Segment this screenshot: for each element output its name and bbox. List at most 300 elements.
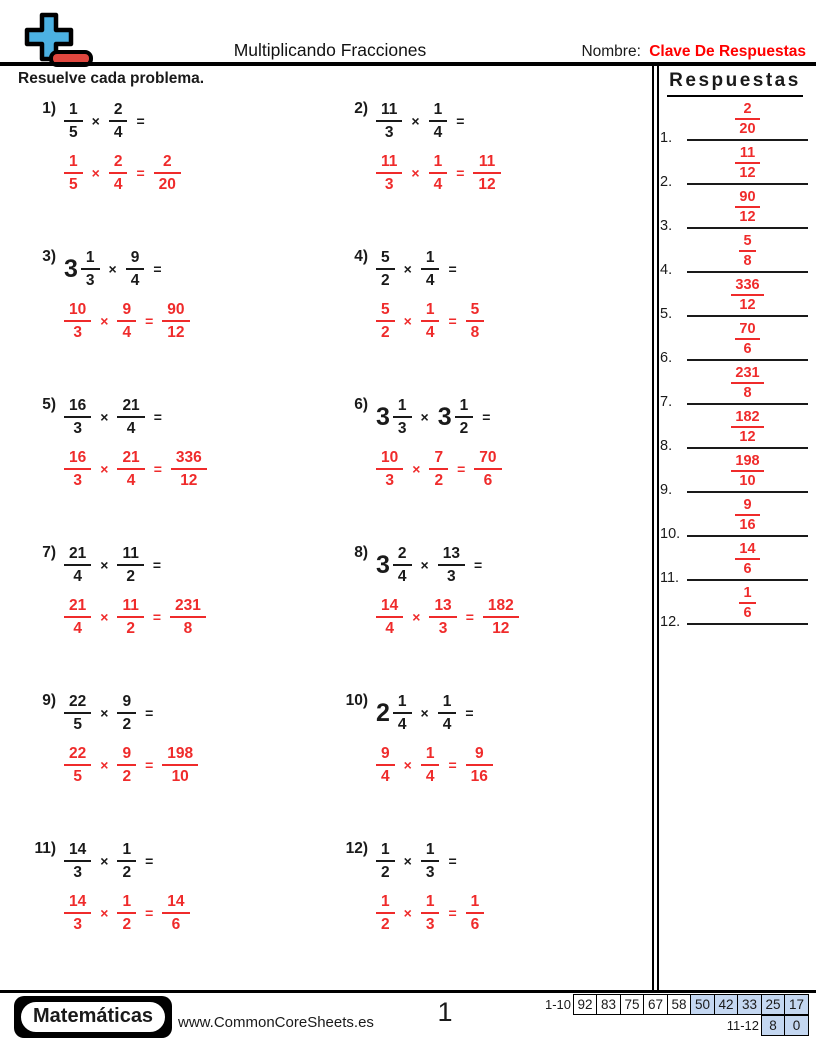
numerator: 10 bbox=[64, 301, 91, 323]
answer-item bbox=[660, 144, 810, 193]
times-sign: × bbox=[403, 905, 412, 921]
problem-number: 9) bbox=[42, 692, 56, 709]
numerator: 13 bbox=[429, 597, 456, 619]
score-range-label: 11-12 bbox=[726, 1018, 759, 1033]
problem bbox=[22, 384, 334, 532]
numerator: 2 bbox=[735, 102, 759, 121]
denominator: 3 bbox=[397, 420, 407, 437]
equals-sign: = bbox=[145, 853, 154, 869]
problem-number: 12) bbox=[345, 840, 368, 857]
fraction bbox=[739, 234, 755, 269]
question-line bbox=[334, 244, 646, 294]
problems-grid bbox=[22, 88, 646, 976]
fraction bbox=[109, 153, 128, 194]
fraction bbox=[735, 542, 759, 577]
website-url: www.CommonCoreSheets.es bbox=[178, 1014, 374, 1031]
fraction bbox=[117, 841, 136, 882]
denominator: 4 bbox=[130, 272, 140, 289]
denominator: 3 bbox=[425, 864, 435, 881]
denominator: 2 bbox=[122, 716, 132, 733]
numerator: 1 bbox=[376, 841, 395, 863]
name-label: Nombre: bbox=[581, 43, 641, 60]
fraction bbox=[393, 545, 412, 586]
numerator: 70 bbox=[735, 322, 759, 341]
numerator: 13 bbox=[438, 545, 465, 567]
question-line bbox=[334, 96, 646, 146]
problem bbox=[22, 828, 334, 976]
header-divider bbox=[0, 62, 816, 66]
denominator: 3 bbox=[73, 324, 82, 341]
equals-sign: = bbox=[153, 409, 162, 425]
answer-item bbox=[660, 320, 810, 369]
answer-number: 2. bbox=[660, 174, 673, 190]
question-line bbox=[22, 688, 334, 738]
numerator: 182 bbox=[731, 410, 763, 429]
times-sign: × bbox=[100, 409, 109, 425]
fraction bbox=[64, 397, 91, 438]
denominator: 2 bbox=[126, 568, 135, 585]
denominator: 12 bbox=[492, 620, 510, 637]
brand-name: Matemáticas bbox=[19, 1000, 167, 1034]
answer-number: 1. bbox=[660, 130, 673, 146]
fraction bbox=[429, 101, 448, 142]
denominator: 12 bbox=[739, 165, 756, 181]
fraction bbox=[64, 153, 83, 194]
score-cell: 17 bbox=[784, 994, 809, 1015]
work-line bbox=[376, 444, 646, 494]
score-row bbox=[533, 1015, 809, 1036]
denominator: 3 bbox=[384, 176, 394, 193]
numerator: 1 bbox=[455, 397, 474, 419]
answer-number: 5. bbox=[660, 306, 673, 322]
problem-number: 3) bbox=[42, 248, 56, 265]
times-sign: × bbox=[100, 557, 109, 573]
fraction bbox=[474, 449, 501, 490]
answer-number: 10. bbox=[660, 526, 681, 542]
problem bbox=[334, 384, 646, 532]
answer-line bbox=[687, 190, 808, 230]
fraction bbox=[117, 301, 136, 342]
times-sign: × bbox=[100, 853, 109, 869]
numerator: 1 bbox=[393, 693, 412, 715]
times-sign: × bbox=[100, 461, 109, 477]
equals-sign: = bbox=[145, 905, 154, 921]
work-line bbox=[376, 148, 646, 198]
numerator: 2 bbox=[393, 545, 412, 567]
fraction bbox=[376, 153, 402, 194]
fraction bbox=[421, 841, 440, 882]
denominator: 3 bbox=[85, 272, 95, 289]
denominator: 4 bbox=[397, 568, 407, 585]
numerator: 11 bbox=[376, 101, 402, 123]
numerator: 9 bbox=[735, 498, 759, 517]
answer-line bbox=[687, 542, 808, 582]
answer-number: 7. bbox=[660, 394, 673, 410]
denominator: 20 bbox=[739, 121, 756, 137]
fraction bbox=[739, 586, 755, 621]
brand-logo bbox=[14, 996, 172, 1038]
numerator: 11 bbox=[735, 146, 759, 165]
numerator: 22 bbox=[64, 745, 91, 767]
denominator: 12 bbox=[739, 297, 756, 313]
denominator: 2 bbox=[122, 768, 132, 785]
question-line bbox=[22, 96, 334, 146]
answer-number: 8. bbox=[660, 438, 673, 454]
denominator: 12 bbox=[739, 429, 756, 445]
numerator: 2 bbox=[109, 153, 128, 175]
fraction bbox=[466, 745, 493, 786]
numerator: 90 bbox=[162, 301, 189, 323]
fraction bbox=[64, 301, 91, 342]
problem bbox=[334, 532, 646, 680]
times-sign: × bbox=[411, 113, 420, 129]
fraction bbox=[64, 597, 91, 638]
fraction bbox=[731, 278, 763, 313]
numerator: 231 bbox=[731, 366, 763, 385]
denominator: 8 bbox=[183, 620, 193, 637]
score-cell: 33 bbox=[737, 994, 762, 1015]
score-table bbox=[533, 994, 809, 1036]
times-sign: × bbox=[403, 853, 412, 869]
fraction bbox=[466, 893, 485, 934]
numerator: 9 bbox=[117, 301, 136, 323]
answer-item bbox=[660, 496, 810, 545]
numerator: 1 bbox=[421, 745, 440, 767]
fraction bbox=[64, 745, 91, 786]
work-line bbox=[64, 592, 334, 642]
fraction bbox=[64, 545, 91, 586]
denominator: 2 bbox=[381, 324, 390, 341]
problem-number: 1) bbox=[42, 100, 56, 117]
numerator: 11 bbox=[117, 597, 143, 619]
answer-line bbox=[687, 234, 808, 274]
fraction bbox=[81, 249, 100, 290]
question-line bbox=[334, 540, 646, 590]
equals-sign: = bbox=[456, 113, 465, 129]
fraction bbox=[429, 597, 456, 638]
answer-line bbox=[687, 366, 808, 406]
fraction bbox=[117, 693, 136, 734]
numerator: 22 bbox=[64, 693, 91, 715]
denominator: 4 bbox=[425, 324, 435, 341]
denominator: 5 bbox=[73, 768, 82, 785]
equals-sign: = bbox=[465, 705, 474, 721]
fraction bbox=[162, 745, 198, 786]
numerator: 10 bbox=[376, 449, 403, 471]
denominator: 12 bbox=[167, 324, 185, 341]
numerator: 14 bbox=[376, 597, 403, 619]
denominator: 3 bbox=[73, 420, 82, 437]
problem-number: 4) bbox=[354, 248, 368, 265]
work-line bbox=[64, 296, 334, 346]
problem bbox=[22, 236, 334, 384]
answer-line bbox=[687, 102, 808, 142]
denominator: 10 bbox=[739, 473, 756, 489]
fraction bbox=[126, 249, 145, 290]
fraction bbox=[735, 322, 759, 357]
denominator: 20 bbox=[158, 176, 176, 193]
score-cell: 8 bbox=[761, 1015, 786, 1036]
denominator: 8 bbox=[743, 253, 752, 269]
work-line bbox=[64, 148, 334, 198]
fraction bbox=[438, 545, 465, 586]
times-sign: × bbox=[420, 705, 429, 721]
answer-line bbox=[687, 410, 808, 450]
denominator: 5 bbox=[69, 176, 78, 193]
answer-number: 3. bbox=[660, 218, 673, 234]
fraction bbox=[421, 745, 440, 786]
question-line bbox=[22, 392, 334, 442]
denominator: 3 bbox=[73, 472, 82, 489]
question-line bbox=[22, 836, 334, 886]
denominator: 4 bbox=[425, 768, 435, 785]
problem bbox=[334, 828, 646, 976]
equals-sign: = bbox=[448, 261, 457, 277]
answer-line bbox=[687, 498, 808, 538]
answer-item bbox=[660, 232, 810, 281]
denominator: 4 bbox=[433, 176, 443, 193]
denominator: 12 bbox=[180, 472, 198, 489]
fraction bbox=[171, 449, 207, 490]
problem bbox=[22, 88, 334, 236]
numerator: 21 bbox=[64, 545, 91, 567]
denominator: 3 bbox=[385, 472, 394, 489]
numerator: 1 bbox=[117, 893, 136, 915]
question-line bbox=[334, 688, 646, 738]
score-cell: 0 bbox=[784, 1015, 809, 1036]
denominator: 3 bbox=[425, 916, 435, 933]
problem-number: 11) bbox=[34, 840, 56, 857]
name-row bbox=[581, 43, 806, 61]
fraction bbox=[735, 498, 759, 533]
numerator: 7 bbox=[429, 449, 448, 471]
times-sign: × bbox=[108, 261, 117, 277]
denominator: 3 bbox=[73, 864, 82, 881]
numerator: 1 bbox=[438, 693, 457, 715]
problem-number: 6) bbox=[354, 396, 368, 413]
numerator: 90 bbox=[735, 190, 759, 209]
times-sign: × bbox=[411, 165, 420, 181]
fraction bbox=[376, 597, 403, 638]
numerator: 11 bbox=[473, 153, 500, 175]
numerator: 14 bbox=[64, 893, 91, 915]
fraction bbox=[421, 301, 440, 342]
fraction bbox=[376, 301, 395, 342]
fraction bbox=[117, 545, 143, 586]
answer-number: 9. bbox=[660, 482, 673, 498]
fraction bbox=[162, 301, 189, 342]
fraction bbox=[393, 693, 412, 734]
answer-line bbox=[687, 146, 808, 186]
times-sign: × bbox=[100, 313, 109, 329]
equals-sign: = bbox=[145, 705, 154, 721]
fraction bbox=[376, 249, 395, 290]
footer-divider bbox=[0, 990, 816, 993]
numerator: 21 bbox=[64, 597, 91, 619]
answer-line bbox=[687, 278, 808, 318]
whole-number: 3 bbox=[437, 402, 452, 431]
fraction bbox=[109, 101, 128, 142]
score-row bbox=[533, 994, 809, 1015]
problem-number: 2) bbox=[354, 100, 368, 117]
fraction bbox=[117, 893, 136, 934]
fraction bbox=[117, 597, 143, 638]
denominator: 6 bbox=[743, 605, 752, 621]
work-line bbox=[64, 740, 334, 790]
equals-sign: = bbox=[152, 609, 162, 625]
denominator: 4 bbox=[126, 472, 136, 489]
work-line bbox=[64, 444, 334, 494]
fraction bbox=[154, 153, 181, 194]
score-cell: 75 bbox=[620, 994, 645, 1015]
numerator: 5 bbox=[739, 234, 755, 253]
fraction bbox=[393, 397, 412, 438]
denominator: 2 bbox=[434, 472, 444, 489]
numerator: 1 bbox=[429, 153, 448, 175]
fraction bbox=[731, 366, 763, 401]
score-cell: 25 bbox=[761, 994, 786, 1015]
score-cell: 50 bbox=[690, 994, 715, 1015]
numerator: 14 bbox=[162, 893, 189, 915]
numerator: 14 bbox=[735, 542, 759, 561]
problem-number: 7) bbox=[42, 544, 56, 561]
equals-sign: = bbox=[145, 757, 154, 773]
answer-item bbox=[660, 364, 810, 413]
denominator: 3 bbox=[447, 568, 456, 585]
denominator: 4 bbox=[113, 124, 123, 141]
fraction bbox=[466, 301, 485, 342]
equals-sign: = bbox=[145, 313, 154, 329]
instructions: Resuelve cada problema. bbox=[18, 70, 205, 87]
denominator: 12 bbox=[739, 209, 756, 225]
denominator: 4 bbox=[122, 324, 132, 341]
answer-item bbox=[660, 100, 810, 149]
denominator: 2 bbox=[459, 420, 469, 437]
fraction bbox=[117, 449, 144, 490]
denominator: 4 bbox=[73, 620, 82, 637]
numerator: 9 bbox=[466, 745, 493, 767]
numerator: 11 bbox=[117, 545, 143, 567]
equals-sign: = bbox=[448, 313, 457, 329]
answer-number: 4. bbox=[660, 262, 673, 278]
fraction bbox=[376, 449, 403, 490]
denominator: 6 bbox=[171, 916, 181, 933]
fraction bbox=[735, 146, 759, 181]
question-line bbox=[334, 392, 646, 442]
whole-number: 3 bbox=[376, 550, 390, 579]
score-range-label: 1-10 bbox=[544, 997, 571, 1012]
score-cell: 83 bbox=[596, 994, 621, 1015]
denominator: 3 bbox=[73, 916, 82, 933]
numerator: 1 bbox=[421, 301, 440, 323]
numerator: 231 bbox=[170, 597, 206, 619]
fraction bbox=[376, 745, 395, 786]
answers-title: Respuestas bbox=[667, 70, 803, 97]
answer-item bbox=[660, 452, 810, 501]
denominator: 2 bbox=[381, 864, 390, 881]
fraction bbox=[429, 153, 448, 194]
denominator: 2 bbox=[381, 272, 390, 289]
question-line bbox=[22, 540, 334, 590]
fraction bbox=[376, 893, 395, 934]
numerator: 5 bbox=[376, 301, 395, 323]
denominator: 16 bbox=[739, 517, 756, 533]
whole-number: 3 bbox=[64, 254, 78, 283]
equals-sign: = bbox=[136, 165, 145, 181]
denominator: 8 bbox=[743, 385, 752, 401]
numerator: 9 bbox=[126, 249, 145, 271]
problem bbox=[334, 88, 646, 236]
fraction bbox=[429, 449, 448, 490]
numerator: 21 bbox=[117, 449, 144, 471]
question-line bbox=[22, 244, 334, 294]
answer-number: 6. bbox=[660, 350, 673, 366]
whole-number: 3 bbox=[376, 402, 390, 431]
times-sign: × bbox=[420, 557, 429, 573]
numerator: 182 bbox=[483, 597, 519, 619]
denominator: 6 bbox=[743, 341, 752, 357]
denominator: 6 bbox=[483, 472, 493, 489]
numerator: 9 bbox=[117, 693, 136, 715]
score-cell: 42 bbox=[714, 994, 739, 1015]
equals-sign: = bbox=[153, 461, 162, 477]
fraction bbox=[64, 101, 83, 142]
fraction bbox=[483, 597, 519, 638]
equals-sign: = bbox=[448, 757, 457, 773]
numerator: 1 bbox=[117, 841, 136, 863]
problem-number: 8) bbox=[354, 544, 368, 561]
fraction bbox=[64, 449, 91, 490]
numerator: 1 bbox=[429, 101, 448, 123]
denominator: 4 bbox=[381, 768, 390, 785]
numerator: 11 bbox=[376, 153, 402, 175]
numerator: 70 bbox=[474, 449, 501, 471]
times-sign: × bbox=[420, 409, 429, 425]
numerator: 2 bbox=[109, 101, 128, 123]
answer-line bbox=[687, 454, 808, 494]
answers-panel bbox=[660, 70, 810, 633]
problem-number: 5) bbox=[42, 396, 56, 413]
answer-item bbox=[660, 408, 810, 457]
equals-sign: = bbox=[152, 557, 162, 573]
times-sign: × bbox=[100, 905, 109, 921]
problem bbox=[334, 236, 646, 384]
numerator: 198 bbox=[731, 454, 763, 473]
fraction bbox=[376, 101, 402, 142]
numerator: 1 bbox=[376, 893, 395, 915]
denominator: 4 bbox=[442, 716, 452, 733]
fraction bbox=[64, 841, 91, 882]
numerator: 1 bbox=[64, 153, 83, 175]
fraction bbox=[421, 893, 440, 934]
denominator: 4 bbox=[397, 716, 407, 733]
denominator: 2 bbox=[126, 620, 135, 637]
numerator: 9 bbox=[376, 745, 395, 767]
denominator: 4 bbox=[113, 176, 123, 193]
times-sign: × bbox=[100, 609, 109, 625]
equals-sign: = bbox=[448, 905, 457, 921]
answer-number: 11. bbox=[660, 570, 680, 586]
numerator: 14 bbox=[64, 841, 91, 863]
denominator: 5 bbox=[73, 716, 82, 733]
denominator: 8 bbox=[470, 324, 480, 341]
fraction bbox=[438, 693, 457, 734]
numerator: 5 bbox=[466, 301, 485, 323]
answer-item bbox=[660, 540, 810, 589]
equals-sign: = bbox=[456, 165, 465, 181]
numerator: 336 bbox=[171, 449, 207, 471]
fraction bbox=[170, 597, 206, 638]
